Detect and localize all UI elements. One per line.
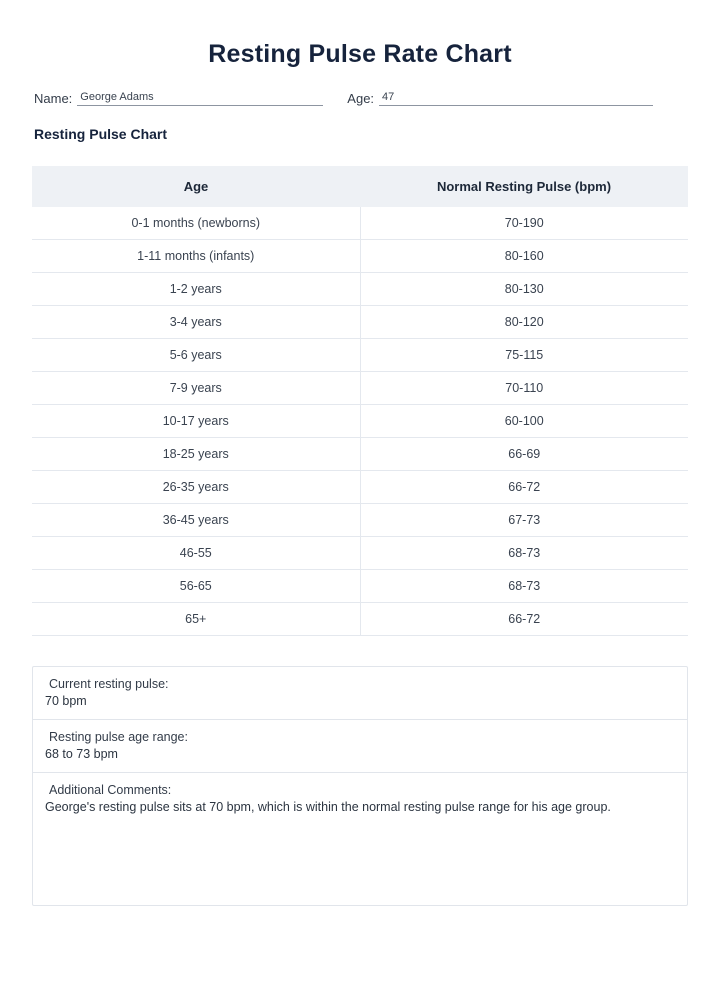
- table-row: [32, 570, 688, 603]
- age-range-value[interactable]: 68 to 73 bpm: [45, 747, 118, 761]
- name-label: Name:: [34, 91, 73, 106]
- table-row: [32, 273, 688, 306]
- table-row: [32, 306, 688, 339]
- cell-age: 5-6 years: [32, 339, 360, 372]
- cell-age: 18-25 years: [32, 438, 360, 471]
- age-label: Age:: [347, 91, 375, 106]
- cell-pulse: 80-130: [360, 273, 688, 306]
- cell-pulse: 67-73: [360, 504, 688, 537]
- cell-pulse: 60-100: [360, 405, 688, 438]
- age-range-label: Resting pulse age range:: [49, 730, 188, 744]
- table-row: [32, 372, 688, 405]
- cell-age: 65+: [32, 603, 360, 636]
- page-title: Resting Pulse Rate Chart: [208, 40, 512, 68]
- cell-pulse: 66-69: [360, 438, 688, 471]
- cell-pulse: 75-115: [360, 339, 688, 372]
- comments-block[interactable]: [33, 773, 687, 905]
- cell-pulse: 70-110: [360, 372, 688, 405]
- cell-age: 26-35 years: [32, 471, 360, 504]
- cell-pulse: 66-72: [360, 603, 688, 636]
- table-header-age: Age: [32, 166, 360, 207]
- table-header-pulse: Normal Resting Pulse (bpm): [360, 166, 688, 207]
- cell-age: 56-65: [32, 570, 360, 603]
- table-body: [32, 207, 688, 636]
- name-field[interactable]: George Adams: [77, 91, 323, 106]
- table-header-row: [32, 166, 688, 207]
- cell-age: 0-1 months (newborns): [32, 207, 360, 240]
- age-field[interactable]: 47: [379, 91, 653, 106]
- cell-pulse: 66-72: [360, 471, 688, 504]
- comments-label: Additional Comments:: [49, 783, 172, 797]
- table-row: [32, 207, 688, 240]
- table-row: [32, 537, 688, 570]
- patient-info-row: [32, 91, 688, 106]
- cell-age: 46-55: [32, 537, 360, 570]
- table-row: [32, 405, 688, 438]
- cell-pulse: 80-120: [360, 306, 688, 339]
- resting-pulse-table: [32, 166, 688, 636]
- cell-age: 7-9 years: [32, 372, 360, 405]
- cell-age: 1-11 months (infants): [32, 240, 360, 273]
- table-row: [32, 504, 688, 537]
- cell-age: 10-17 years: [32, 405, 360, 438]
- cell-pulse: 68-73: [360, 570, 688, 603]
- table-row: [32, 339, 688, 372]
- table-row: [32, 471, 688, 504]
- table-header: [32, 166, 688, 207]
- current-pulse-label: Current resting pulse:: [49, 677, 169, 691]
- cell-pulse: 68-73: [360, 537, 688, 570]
- table-row: [32, 240, 688, 273]
- table-row: [32, 438, 688, 471]
- cell-age: 36-45 years: [32, 504, 360, 537]
- age-range-block[interactable]: [33, 720, 687, 773]
- current-pulse-value[interactable]: 70 bpm: [45, 694, 87, 708]
- current-pulse-block[interactable]: [33, 667, 687, 720]
- section-title: Resting Pulse Chart: [34, 126, 168, 142]
- notes-section: [32, 666, 688, 906]
- cell-age: 3-4 years: [32, 306, 360, 339]
- cell-age: 1-2 years: [32, 273, 360, 306]
- table-row: [32, 603, 688, 636]
- cell-pulse: 70-190: [360, 207, 688, 240]
- comments-value[interactable]: George's resting pulse sits at 70 bpm, which is within the normal resting pulse range for his age group.: [45, 800, 611, 814]
- cell-pulse: 80-160: [360, 240, 688, 273]
